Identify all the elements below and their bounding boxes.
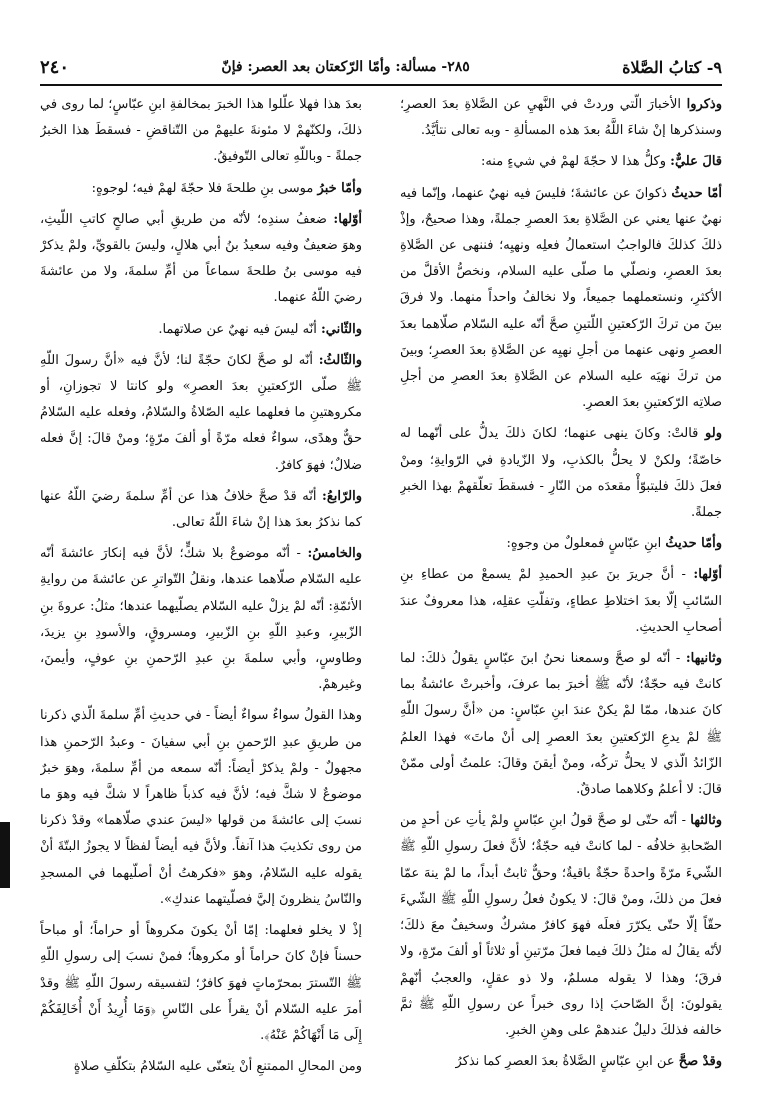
issue-title: ٢٨٥- مسألة: وأمّا الرّكعتان بعد العصر: فإنّ xyxy=(221,59,470,75)
paragraph xyxy=(40,317,362,343)
paragraph-lead: وذكروا xyxy=(686,97,722,112)
paragraph-text: بعدَ هذا فهلا علّلوا هذا الخبرَ بمخالفةِ ابنِ عبّاسٍ؛ لما روى في ذلكَ، ولكنّهمْ لا مئونةَ عليهمْ من التّناقضِ - فسقطَ هذا الخبرُ جملةً - وباللّهِ تعالى التّوفيقُ. xyxy=(40,97,362,165)
paragraph xyxy=(40,207,362,312)
paragraph-text: إذْ لا يخلو فعلهما: إمّا أنْ يكونَ مكروهاً أو حراماً؛ أو مباحاً حسناً فإنْ كانَ حراماً أو مكروهاً؛ فمنْ نسبَ إلى رسولِ اللّهِ ﷺ التّسترَ بمحرّماتٍ فهوَ كافرٌ؛ لتفسيقه رسولَ اللّهِ ﷺ وقدْ أمرَ عليه السّلام أنْ يقرأَ على النّاسِ ﴿وَمَا أُرِيدُ أَنْ أُخَالِفَكُمْ إِلَى مَا أَنْهَاكُمْ عَنْهُ﴾. xyxy=(40,923,362,1043)
paragraph xyxy=(400,421,722,526)
paragraph-text: قالتْ: وكانَ ينهى عنهما؛ لكانَ ذلكَ يدلُّ على أنّهما له خاصّةً؛ ولكنْ لا يحلُّ بالكذبِ، ولا الزّيادةِ في الرّوايةِ؛ ومنْ فعلَ ذلكَ فليتبوّأْ مقعدَه من النّارِ - فسقطَ تعلّقهمْ بهذا الخبرِ جملةً. xyxy=(400,426,722,521)
right-column xyxy=(400,92,722,1094)
paragraph-text: ضعفُ سندِه؛ لأنّه من طريقِ أبي صالحٍ كاتبِ اللّيثِ، وهوَ ضعيفٌ وفيه سعيدُ بنُ أبي هلالٍ، وليسَ بالقويِّ، ولمْ يذكرْ فيه موسى بنُ طلحةَ سماعاً من أمِّ سلمةَ، ولا من عائشةَ رضيَ اللّهُ عنهما. xyxy=(40,211,362,306)
paragraph-text: - أنَّ جريرَ بنَ عبدِ الحميدِ لمْ يسمعْ من عطاءِ بنِ السّائبِ إلّا بعدَ اختلاطِ عطاءٍ، وتفلّتِ عقلِه، هذا معروفٌ عندَ أصحابِ الحديثِ. xyxy=(400,567,722,635)
paragraph-lead: والخامسُ: xyxy=(307,546,362,562)
paragraph-text: ابنِ عبّاسٍ فمعلولٌ من وجوهٍ: xyxy=(506,536,662,552)
paragraph xyxy=(400,1049,722,1075)
paragraph-lead: أوّلها: xyxy=(693,567,722,583)
paragraph-lead: أوّلها: xyxy=(333,211,362,227)
paragraph xyxy=(400,562,722,641)
paragraph-lead: قالَ عليٌّ: xyxy=(670,154,722,170)
paragraph-lead: وثانيها: xyxy=(685,651,722,667)
paragraph-text: وهذا القولُ سواءٌ سواءٌ أيضاً - في حديثِ أمِّ سلمةَ الّذي ذكرنا من طريقِ عبدِ الرّحمنِ بنِ أبي سفيانَ - وعبدُ الرّحمنِ هذا مجهولٌ - ولمْ يذكرْ أيضاً: أنّه سمعه من أمِّ سلمةَ، وهوَ خبرٌ موضوعٌ لا شكَّ فيه؛ لأنَّ فيه كذباً ظاهراً لا شكَّ فيه وهوَ ما نسبَ إلى عائشةَ من قولها «ليسَ عندي صلّاهما» وقدْ ذكرنا من روى تكذيبَ هذا آنفاً. ولأنَّ فيه أيضاً لفظاً لا يجوزُ البتّةَ أنْ يقوله عليه السّلامُ، وهوَ «فكرهتُ أنْ أصلّيهما في المسجدِ والنّاسُ ينظرونَ إليَّ فصلّيتهما عندكِ». xyxy=(40,708,362,907)
paragraph xyxy=(400,149,722,175)
paragraph xyxy=(40,484,362,536)
paragraph-text: أنّه ليسَ فيه نهيٌ عن صلاتهما. xyxy=(158,321,317,337)
left-column xyxy=(40,92,362,1094)
paragraph xyxy=(400,646,722,803)
paragraph xyxy=(40,541,362,698)
header-rule xyxy=(40,84,722,86)
paragraph-lead: والرّابعُ: xyxy=(322,488,362,504)
paragraph xyxy=(400,181,722,417)
paragraph-text: - أنّه حتّى لو صحَّ قولُ ابنِ عبّاسٍ ولمْ يأتِ عن أحدٍ من الصّحابةِ خلافُه - لما كانتْ فيه حجّةٌ؛ لأنَّ فعلَ رسولِ اللّهِ ﷺ الشّيءَ مرّةً واحدةً حجّةٌ باقيةٌ؛ وحقٌّ ثابتٌ أبداً، ما لمْ ينهَ عمّا فعلَ من ذلكَ، ومنْ قالَ: لا يكونُ فعلُ رسولِ اللّهِ ﷺ الشّيءَ حقّاً إلّا حتّى يكرّرَ فعلَه فهوَ كافرٌ مشركٌ وسخيفٌ معَ ذلكَ؛ لأنّه يقالُ له مثلُ ذلكَ فيما فعلَ مرّتينِ أو ثلاثاً أو ألفَ مرّةٍ، ولا فرقَ؛ وهذا لا يقوله مسلمٌ، ولا ذو عقلٍ، والعجبُ أنّهمْ يقولونَ: إنَّ الصّاحبَ إذا روى خبراً عن رسولِ اللّهِ ﷺ ثمَّ خالفه فذلكَ دليلٌ عندهمْ على وهنِ الخبرِ. xyxy=(400,813,722,1038)
paragraph-lead: والثّالثُ: xyxy=(318,352,362,368)
paragraph xyxy=(40,703,362,913)
paragraph-text: - أنّه موضوعٌ بلا شكٍّ؛ لأنَّ فيه إنكارَ عائشةَ أنّه عليه السّلام صلّاهما عندها، ونقلُ التّواترِ عن عائشةَ من روايةِ الأئمّةِ: أنّه لمْ يزلْ عليه السّلام يصلّيهما عندها؛ مثلُ: عروةَ بنِ الزّبيرِ، وعبدِ اللّهِ بنِ الزّبيرِ، ومسروقٍ، والأسودِ بنِ يزيدَ، وطاوسٍ، وأبي سلمةَ بنِ عبدِ الرّحمنِ بنِ عوفٍ، وأيمنَ، وغيرهمْ. xyxy=(40,546,362,693)
page-edge-mark xyxy=(0,822,10,888)
paragraph xyxy=(400,92,722,144)
paragraph-lead: وقدْ صحَّ xyxy=(678,1054,722,1070)
paragraph-lead: وأمّا خبرُ xyxy=(317,180,362,196)
paragraph-text: ومن المحالِ الممتنعِ أنْ يتعنّى عليه السّلامُ بتكلّفِ صلاةٍ xyxy=(73,1059,362,1075)
paragraph-text: ذكوانَ عن عائشةَ؛ فليسَ فيه نهيٌ عنهما، وإنّما فيه نهيٌ عنها يعني عن الصَّلاةِ بعدَ العصرِ جملةً، وهذا صحيحٌ، وإذْ ذلكَ كذلكَ فالواجبُ استعمالُ فعلِه ونهيِه؛ فننهى عن الصَّلاةِ بعدَ العصرِ، ونصلّي ما صلّى عليه السلام، ونخصُّ الأقلَّ من الأكثرِ، ونستعملهما جميعاً، ولا نخالفُ واحداً منهما. ولا فرقَ بينَ من تركَ الرّكعتينِ اللّتينِ صحَّ أنّه عليه السّلام صلّاهما بعدَ العصرِ ونهى عنهما من أجلِ نهيِه عن الصَّلاةِ بعدَ العصرِ؛ وبينَ من تركَ نهيَه عليه السلام عن الصَّلاةِ بعدَ العصرِ من أجلِ صلاتِه الرّكعتينِ بعدَ العصرِ. xyxy=(400,185,722,411)
chapter-title: ٩- كتابُ الصَّلاة xyxy=(622,57,722,77)
running-header xyxy=(40,52,722,82)
paragraph-text: عن ابنِ عبّاسٍ الصَّلاةُ بعدَ العصرِ كما نذكرُ xyxy=(455,1054,675,1070)
paragraph-text: أنّه لو صحَّ لكانَ حجّةً لنا؛ لأنَّ فيه «أنَّ رسولَ اللّهِ ﷺ صلّى الرّكعتينِ بعدَ العصرِ» ولو كانتا لا تجوزانِ، أو مكروهتينِ ما فعلهما عليه الصّلاةُ والسّلامُ، وفعله عليه السّلامُ حقٌّ وهدًى، سواءٌ فعله مرّةً أو ألفَ مرّةٍ؛ ومنْ قالَ: إنَّ فعله ضلالٌ؛ فهوَ كافرٌ. xyxy=(40,352,362,473)
paragraph-lead: أمّا حديثُ xyxy=(671,185,722,201)
paragraph xyxy=(40,348,362,479)
paragraph-lead: وأمّا حديثُ xyxy=(665,536,722,552)
paragraph xyxy=(40,176,362,202)
paragraph xyxy=(400,808,722,1044)
paragraph-lead: والثّاني: xyxy=(321,321,362,337)
paragraph-text: أنّه قدْ صحَّ خلافُ هذا عن أمِّ سلمةَ رضيَ اللّهُ عنها كما نذكرُ بعدَ هذا إنْ شاءَ اللّهُ تعالى. xyxy=(40,488,362,531)
paragraph xyxy=(40,918,362,1049)
paragraph xyxy=(40,92,362,171)
paragraph-text: الأخبارَ الّتي وردتْ في النَّهيِ عن الصَّلاةِ بعدَ العصرِ؛ وسنذكرها إنْ شاءَ اللَّهُ بعدَ هذه المسألةِ - وبه تعالى نتأيَّدُ. xyxy=(400,97,722,139)
paragraph-lead: وثالثها xyxy=(690,813,722,829)
paragraph-text: وكلُّ هذا لا حجّةَ لهمْ في شيءٍ منه: xyxy=(480,154,667,170)
page-number: ٢٤٠ xyxy=(40,56,70,78)
paragraph xyxy=(400,531,722,557)
paragraph-lead: ولو xyxy=(705,426,722,442)
paragraph-text: - أنّه لو صحَّ وسمعنا نحنُ ابنَ عبّاسٍ يقولُ ذلكَ: لما كانتْ فيه حجّةٌ؛ لأنّه ﷺ أخبرَ بما عرفَ، وأخبرتْ عائشةُ بما كانَ عندها، ممّا لمْ يكنْ عندَ ابنِ عبّاسٍ: من «أنَّ رسولَ اللّهِ ﷺ لمْ يدعِ الرّكعتينِ بعدَ العصرِ إلى أنْ ماتَ» فهذا العلمُ الزّائدُ الّذي لا يحلُّ تركُه، ومنْ أيقنَ وقالَ: علمتُ أولى ممّنْ قالَ: لا أعلمُ وكلاهما صادقٌ. xyxy=(400,651,722,798)
paragraph xyxy=(40,1054,362,1080)
paragraph-text: موسى بنِ طلحةَ فلا حجّةَ لهمْ فيه؛ لوجوهٍ: xyxy=(91,180,314,196)
